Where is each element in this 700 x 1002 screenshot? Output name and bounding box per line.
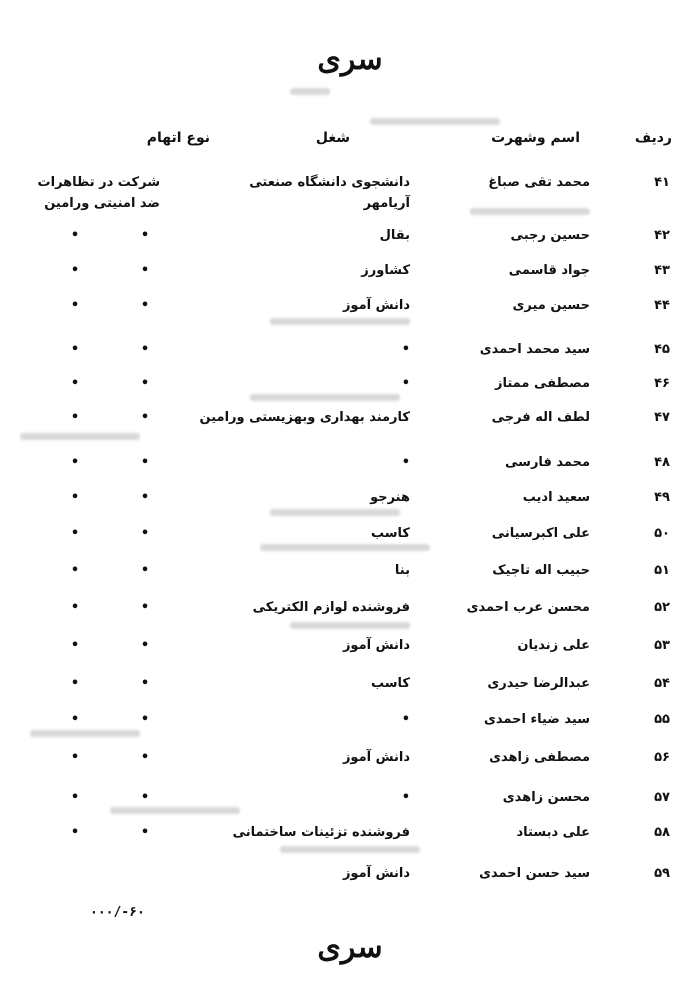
- table-row: [0, 526, 700, 556]
- row-name: محسن عرب احمدی: [466, 600, 590, 615]
- row-name: مصطفی زاهدی: [489, 750, 590, 765]
- header-charge: نوع اتهام: [146, 130, 210, 146]
- row-job: کارمند بهداری وبهزیستی ورامین: [199, 410, 410, 425]
- row-number: ۴۱: [654, 175, 670, 190]
- row-charge-ditto: •: [70, 376, 80, 391]
- row-job: دانش آموز: [342, 638, 410, 653]
- row-charge-ditto: •: [70, 638, 80, 653]
- row-charge: •: [140, 600, 150, 615]
- row-charge-ditto: •: [70, 526, 80, 541]
- row-name: علی دبستاد: [516, 825, 590, 840]
- row-name: علی اکبرسیانی: [491, 526, 590, 541]
- row-name: محمد فارسی: [505, 455, 590, 470]
- row-number: ۴۵: [654, 342, 670, 357]
- row-name: محمد تقی صباغ: [488, 175, 590, 190]
- row-name: لطف اله فرجی: [491, 410, 590, 425]
- table-row: [0, 790, 700, 820]
- row-job: •: [401, 712, 410, 727]
- row-name: سید ضیاء احمدی: [483, 712, 590, 727]
- row-charge: •: [140, 563, 150, 578]
- row-charge: •: [140, 750, 150, 765]
- row-charge-ditto: •: [70, 712, 80, 727]
- row-charge-ditto: •: [70, 600, 80, 615]
- row-charge: •: [140, 455, 150, 470]
- row-charge-ditto: •: [70, 563, 80, 578]
- row-name: عبدالرضا حیدری: [487, 676, 590, 691]
- row-name: سید محمد احمدی: [479, 342, 590, 357]
- row-charge-ditto: •: [70, 490, 80, 505]
- noise: [20, 433, 140, 440]
- row-charge: •: [140, 526, 150, 541]
- row-charge: •: [140, 410, 150, 425]
- classification-mark-bottom: سری: [317, 930, 383, 965]
- table-row: [0, 263, 700, 293]
- table-row: [0, 376, 700, 406]
- header-name: اسم وشهرت: [491, 130, 580, 146]
- row-job: فروشنده تزئینات ساختمانی: [232, 825, 410, 840]
- noise: [470, 208, 590, 215]
- row-charge: •: [140, 490, 150, 505]
- row-number: ۴۳: [654, 263, 670, 278]
- row-charge: •: [140, 298, 150, 313]
- row-charge-ditto: •: [70, 410, 80, 425]
- row-job: بنا: [394, 563, 410, 578]
- row-job: هنرجو: [370, 490, 410, 505]
- footer-document-code: ۰۰۰/-۶۰: [90, 905, 145, 920]
- row-number: ۴۶: [654, 376, 670, 391]
- classification-mark-top: سری: [317, 42, 383, 77]
- row-charge-ditto: •: [70, 790, 80, 805]
- row-name: جواد قاسمی: [508, 263, 590, 278]
- row-name: حسین رجبی: [510, 228, 590, 243]
- row-name: محسن زاهدی: [502, 790, 590, 805]
- row-name: علی زندیان: [517, 638, 590, 653]
- table-row: [0, 342, 700, 372]
- row-number: ۴۲: [654, 228, 670, 243]
- row-charge-ditto: •: [70, 825, 80, 840]
- row-charge-ditto: •: [70, 455, 80, 470]
- row-charge: •: [140, 825, 150, 840]
- noise: [250, 394, 400, 401]
- row-charge: •: [140, 790, 150, 805]
- table-row: [0, 712, 700, 742]
- row-charge-ditto: •: [70, 750, 80, 765]
- row-job: •: [401, 342, 410, 357]
- row-job-line2: آریامهر: [363, 196, 410, 211]
- row-job: دانش آموز: [342, 298, 410, 313]
- row-number: ۵۰: [654, 526, 670, 541]
- table-row: [0, 676, 700, 706]
- row-name: مصطفی ممتاز: [495, 376, 590, 391]
- table-row: [0, 638, 700, 668]
- row-number: ۵۶: [654, 750, 670, 765]
- row-number: ۵۲: [654, 600, 670, 615]
- row-charge: •: [140, 342, 150, 357]
- noise: [260, 544, 430, 551]
- row-number: ۵۳: [654, 638, 670, 653]
- row-number: ۴۷: [654, 410, 670, 425]
- row-number: ۵۵: [654, 712, 670, 727]
- row-number: ۴۴: [654, 298, 670, 313]
- table-row: [0, 866, 700, 896]
- row-charge: •: [140, 638, 150, 653]
- row-charge-ditto: •: [70, 298, 80, 313]
- noise: [290, 622, 410, 629]
- row-charge-ditto: •: [70, 342, 80, 357]
- row-job: کاسب: [371, 676, 410, 691]
- row-number: ۴۹: [654, 490, 670, 505]
- row-charge: •: [140, 712, 150, 727]
- row-charge: •: [140, 376, 150, 391]
- row-charge: •: [140, 263, 150, 278]
- row-charge-ditto: •: [70, 228, 80, 243]
- row-job: •: [401, 376, 410, 391]
- row-charge: •: [140, 676, 150, 691]
- table-row: [0, 228, 700, 258]
- row-number: ۵۷: [654, 790, 670, 805]
- row-job: بقال: [379, 228, 410, 243]
- row-job: کشاورز: [361, 263, 410, 278]
- row-job: دانش آموز: [342, 866, 410, 881]
- noise: [270, 318, 410, 325]
- table-row: [0, 455, 700, 485]
- table-row: [0, 750, 700, 780]
- row-charge-line2: ضد امنیتی ورامین: [44, 196, 160, 211]
- table-row: [0, 563, 700, 593]
- noise: [270, 509, 400, 516]
- row-name: حسین میری: [512, 298, 590, 313]
- row-job: فروشنده لوازم الکتریکی: [252, 600, 410, 615]
- row-job: •: [401, 455, 410, 470]
- row-name: سعید ادیب: [522, 490, 590, 505]
- row-charge: •: [140, 228, 150, 243]
- row-name: سید حسن احمدی: [479, 866, 590, 881]
- row-job: دانشجوی دانشگاه صنعتی: [249, 175, 410, 190]
- row-job: دانش آموز: [342, 750, 410, 765]
- row-job: •: [401, 790, 410, 805]
- noise: [280, 846, 420, 853]
- row-charge-ditto: •: [70, 263, 80, 278]
- row-number: ۴۸: [654, 455, 670, 470]
- row-number: ۵۴: [654, 676, 670, 691]
- table-row-continuation: [0, 196, 700, 226]
- header-job: شغل: [315, 130, 350, 146]
- noise: [110, 807, 240, 814]
- row-number: ۵۱: [654, 563, 670, 578]
- row-charge-ditto: •: [70, 676, 80, 691]
- header-radif: ردیف: [634, 130, 672, 146]
- noise: [30, 730, 140, 737]
- row-number: ۵۹: [654, 866, 670, 881]
- row-name: حبیب اله تاجیک: [492, 563, 590, 578]
- row-number: ۵۸: [654, 825, 670, 840]
- row-job: کاسب: [371, 526, 410, 541]
- row-charge: شرکت در تظاهرات: [37, 175, 160, 190]
